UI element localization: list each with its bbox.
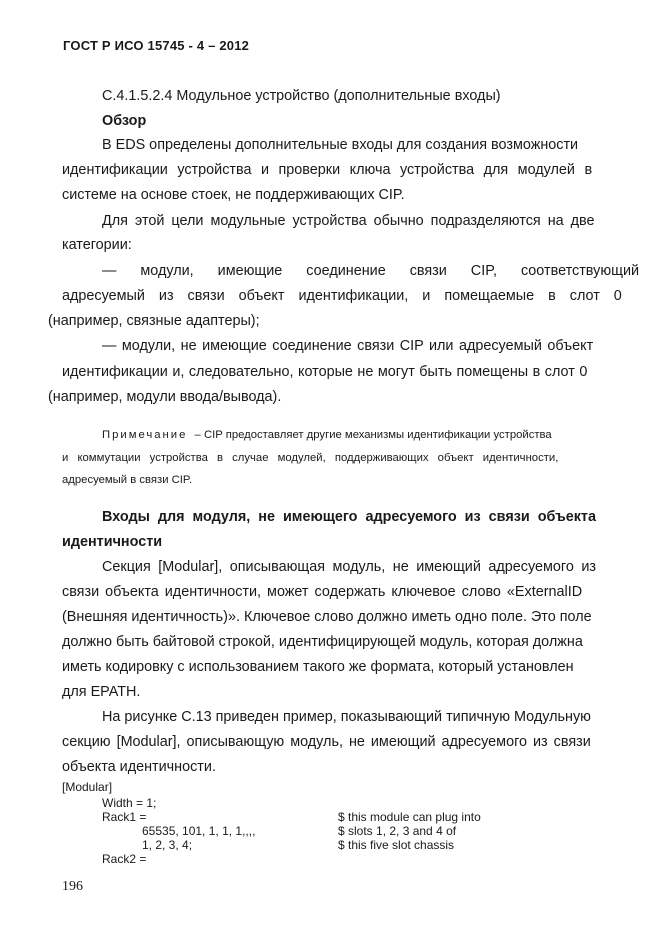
paragraph-line: Для этой цели модульные устройства обычно подразделяются на две xyxy=(102,213,595,229)
code-line: 1, 2, 3, 4; xyxy=(142,838,193,852)
subheading-line: идентичности xyxy=(62,534,163,550)
list-item-line: — модули, имеющие соединение связи CIP, соответствующий xyxy=(102,263,640,279)
note-label: Примечание xyxy=(102,429,188,441)
note-line: и коммутации устройства в случае модулей, поддерживающих объект идентичности, xyxy=(62,452,559,464)
paragraph-line: Секция [Modular], описывающая модуль, не имеющий адресуемого из xyxy=(102,559,596,575)
code-line: 65535, 101, 1, 1, 1,,,, xyxy=(142,824,256,838)
code-line: Width = 1; xyxy=(102,796,157,810)
list-item-line: (например, модули ввода/вывода). xyxy=(48,389,282,405)
paragraph-line: В EDS определены дополнительные входы для создания возможности xyxy=(102,137,579,153)
paragraph-line: объекта идентичности. xyxy=(62,759,216,775)
paragraph-line: (Внешняя идентичность)». Ключевое слово должно иметь одно поле. Это поле xyxy=(62,609,592,625)
list-item-line: (например, связные адаптеры); xyxy=(48,313,260,329)
paragraph-line: На рисунке С.13 приведен пример, показывающий типичную Модульную xyxy=(102,709,591,725)
code-comment: $ slots 1, 2, 3 and 4 of xyxy=(338,824,457,838)
page-number: 196 xyxy=(62,879,83,894)
paragraph-line: секцию [Modular], описывающую модуль, не имеющий адресуемого из связи xyxy=(62,734,591,750)
paragraph-line: для EPATH. xyxy=(62,684,141,700)
list-item-line: адресуемый из связи объект идентификации, и помещаемые в слот 0 xyxy=(62,288,622,304)
page-header-standard-id: ГОСТ Р ИСО 15745 - 4 – 2012 xyxy=(63,38,250,53)
note-line: адресуемый в связи CIP. xyxy=(62,474,193,486)
list-item-line: — модули, не имеющие соединение связи CIP или адресуемый объект xyxy=(102,338,594,354)
subheading-line: Входы для модуля, не имеющего адресуемого из связи объекта xyxy=(102,509,596,525)
section-heading: С.4.1.5.2.4 Модульное устройство (дополнительные входы) xyxy=(102,88,501,104)
code-comment: $ this module can plug into xyxy=(338,810,481,824)
code-line: Rack1 = xyxy=(102,810,147,824)
code-line: Rack2 = xyxy=(102,852,147,866)
code-comment: $ this five slot chassis xyxy=(338,838,455,852)
paragraph-line: категории: xyxy=(62,237,132,253)
paragraph-line: должно быть байтовой строкой, идентифицирующей модуль, которая должна xyxy=(62,634,583,650)
paragraph-line: идентификации устройства и проверки ключа устройства для модулей в xyxy=(62,162,593,178)
overview-title: Обзор xyxy=(102,113,147,129)
note-line: Примечание – CIP предоставляет другие механизмы идентификации устройства xyxy=(102,429,552,441)
list-item-line: идентификации и, следовательно, которые не могут быть помещены в слот 0 xyxy=(62,364,588,380)
code-line: [Modular] xyxy=(62,780,113,794)
paragraph-line: системе на основе стоек, не поддерживающих CIP. xyxy=(62,187,405,203)
paragraph-line: связи объекта идентичности, может содержать ключевое слово «ExternalID xyxy=(62,584,583,600)
paragraph-line: иметь кодировку с использованием такого же формата, который установлен xyxy=(62,659,574,675)
